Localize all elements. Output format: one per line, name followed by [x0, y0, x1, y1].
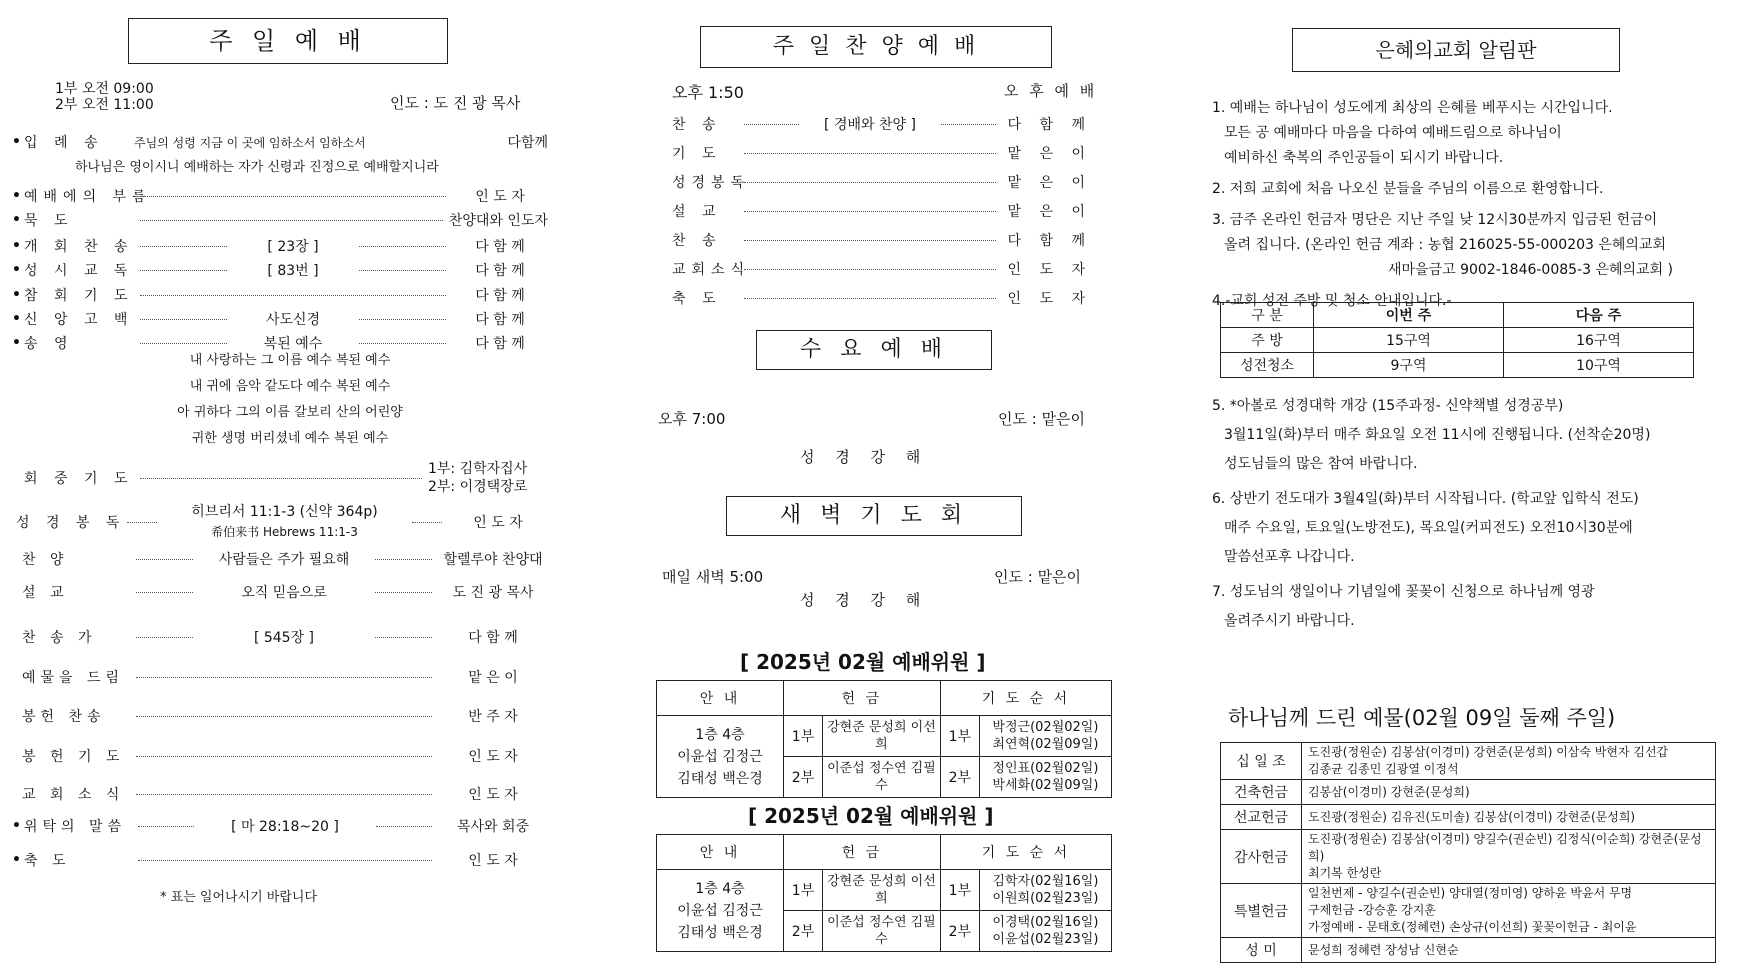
clean-table: [1220, 302, 1694, 378]
sunday-title: 주 일 예 배: [209, 27, 367, 55]
notice-line: 매주 수요일, 토요일(노방전도), 목요일(커피전도) 오전10시30분에: [1224, 520, 1633, 536]
table-row: [1221, 328, 1694, 353]
order-by: 다 함 께: [475, 263, 525, 279]
notice-list: [1212, 96, 1732, 320]
notice-line: 성도님들의 많은 참여 바랍니다.: [1224, 456, 1418, 472]
order-label: 신 앙 고 백: [24, 312, 134, 328]
offering-names: [1302, 884, 1716, 938]
offering-line: 도진광(정원순) 김봉삼(이경미) 강현준(문성희) 이삼숙 박현자 김선갑: [1308, 745, 1669, 759]
order-row: [22, 549, 548, 569]
sunday-reading-row: [16, 502, 548, 542]
sunday-footnote: * 표는 일어나시기 바랍니다: [160, 890, 318, 905]
hymn-line: 내 귀에 음악 같도다 예수 복된 예수: [189, 379, 391, 394]
offering-line: 구제헌금 -강승훈 강지훈: [1308, 903, 1436, 917]
praise-row: [672, 259, 1092, 279]
offering-line: 문성희 정혜련 장성남 신현순: [1308, 942, 1459, 957]
clean-table-header: [1221, 303, 1694, 328]
order-by: 찬양대와 인도자: [448, 213, 548, 229]
order-by: 인 도 자: [468, 749, 518, 765]
offering-label: 특별헌금: [1221, 884, 1302, 938]
dawn-leader: 인도 : 맡은이: [994, 568, 1082, 586]
notice-item: [1212, 208, 1732, 283]
order-row: [22, 784, 548, 804]
order-label: 찬 양: [22, 552, 69, 568]
table-row: [1221, 743, 1716, 780]
invocation-line2: 하나님은 영이시니 예배하는 자가 신령과 진정으로 예배할지니라: [75, 160, 439, 175]
committee2-title: [ 2025년 02월 예배위원 ]: [748, 804, 994, 828]
dot-leader: [744, 153, 996, 154]
offering-line: 일천번제 - 양길수(권순빈) 양대열(정미영) 양하윤 박윤서 무명: [1308, 886, 1633, 900]
committee1-table: [656, 680, 1112, 798]
dot-leader: [136, 716, 432, 717]
invocation-by: 다함께: [507, 135, 548, 151]
table-row: [1221, 830, 1716, 884]
prayer-by: [428, 460, 548, 496]
table-col-head: 헌 금: [784, 681, 941, 716]
notice-line: 3. 금주 온라인 헌금자 명단은 지난 주일 낮 12시30분까지 입금된 헌금이: [1212, 212, 1658, 228]
dawn-time: 매일 새벽 5:00: [662, 568, 764, 586]
order-by: 다 함 께: [475, 312, 525, 328]
table-row: [1221, 805, 1716, 830]
guide-cell: [657, 870, 784, 952]
dot-leader: [136, 756, 432, 757]
notice-item: [1212, 578, 1736, 636]
table-row: [1221, 780, 1716, 805]
prayer-part-cell: 1부: [940, 870, 979, 911]
praise-by: 다 함 께: [1007, 117, 1092, 133]
dot-leader: [376, 826, 432, 827]
prayer-line: 박정근(02월02일): [992, 720, 1099, 735]
dot-leader: [359, 270, 446, 271]
dot-leader: [136, 677, 432, 678]
prayer-by1: 1부: 김학자집사: [428, 461, 528, 477]
sunday-time1: 1부 오전 09:00: [55, 81, 154, 97]
sunday-time2: 2부 오전 11:00: [55, 97, 154, 113]
praise-by: 맡 은 이: [1007, 204, 1092, 220]
dot-leader: [359, 343, 446, 344]
notice-item: [1212, 485, 1736, 572]
dot-leader: [136, 559, 193, 560]
offering-line: 김봉삼(이경미) 강현준(문성희): [1308, 784, 1470, 799]
order-row: [22, 582, 548, 602]
order-row: [22, 627, 548, 647]
dot-leader: [138, 826, 194, 827]
praise-by: 다 함 께: [1007, 233, 1092, 249]
praise-by: 맡 은 이: [1007, 175, 1092, 191]
dot-leader: [140, 220, 443, 221]
clean-col-head: 구 분: [1221, 303, 1314, 328]
prayer-line: 박세화(02월09일): [992, 778, 1099, 793]
table-row: [1221, 938, 1716, 963]
order-by: 다 함 께: [475, 336, 525, 352]
order-by: 할렐루야 찬양대: [443, 552, 543, 568]
order-mid: 사람들은 주가 필요해: [218, 552, 350, 568]
table-row: [657, 870, 1112, 911]
order-label: 참 회 기 도: [24, 288, 134, 304]
notice-line: 말씀선포후 나갑니다.: [1224, 549, 1355, 565]
order-row: [12, 236, 548, 256]
praise-row: [672, 230, 1092, 250]
notice-line: 7. 성도님의 생일이나 기념일에 꽃꽂이 신청으로 하나님께 영광: [1212, 584, 1595, 600]
praise-label: 설 교: [672, 204, 722, 220]
table-col-head: 안 내: [657, 835, 784, 870]
praise-label: 축 도: [672, 291, 722, 307]
clean-cell: 9구역: [1314, 353, 1504, 378]
order-row: [12, 850, 548, 870]
notice-title: 은혜의교회 알림판: [1375, 38, 1537, 62]
table-col-head: 기 도 순 서: [940, 835, 1111, 870]
invocation-label: 입 례 송: [24, 135, 104, 151]
order-row: [12, 816, 548, 836]
bullet-icon: •: [12, 262, 21, 278]
wednesday-content: 성 경 강 해: [800, 448, 929, 466]
dot-leader: [744, 269, 996, 270]
bullet-icon: •: [12, 311, 21, 327]
order-mid: 오직 믿음으로: [241, 585, 327, 601]
clean-cell: 10구역: [1504, 353, 1694, 378]
dot-leader: [140, 295, 446, 296]
guide-line: 1층 4층: [695, 880, 745, 897]
order-label: 찬 송 가: [22, 630, 97, 646]
order-row: [22, 706, 548, 726]
dawn-content: 성 경 강 해: [800, 591, 929, 609]
sunday-invocation: • 입 례 송 주님의 성령 지금 이 곳에 임하소서 임하소서 다함께: [12, 134, 548, 151]
prayer-part-cell: 2부: [940, 757, 979, 798]
praise-kind: 오 후 예 배: [1004, 82, 1098, 100]
dot-leader: [744, 240, 996, 241]
dot-leader: [375, 592, 432, 593]
reading-by: 인 도 자: [473, 515, 523, 531]
order-label: 위탁의 말씀: [24, 819, 127, 835]
praise-by: 맡 은 이: [1007, 146, 1092, 162]
order-label: 봉 헌 기 도: [22, 749, 125, 765]
praise-by: 인 도 자: [1007, 262, 1092, 278]
praise-title: 주 일 찬 양 예 배: [772, 34, 980, 59]
hymn-line: 아 귀하다 그의 이름 갈보리 산의 어린양: [177, 405, 403, 420]
order-label: 묵 도: [24, 213, 74, 229]
prayer-part-cell: 1부: [940, 716, 979, 757]
dot-leader: [140, 343, 227, 344]
prayer-cell: [979, 911, 1111, 952]
praise-label: 교회소식: [672, 262, 751, 278]
notice-title-box: [1292, 28, 1620, 72]
order-mid: [ 마 28:18~20 ]: [231, 819, 339, 835]
notice-line: 6. 상반기 전도대가 3월4일(화)부터 시작됩니다. (학교앞 입학식 전도): [1212, 491, 1639, 507]
offering-label: 선교헌금: [1221, 805, 1302, 830]
dot-leader: [140, 270, 227, 271]
dot-leader: [744, 124, 799, 125]
order-by: 목사와 회중: [456, 819, 530, 835]
dot-leader: [140, 246, 227, 247]
dot-leader: [744, 211, 996, 212]
wednesday-leader: 인도 : 맡은이: [998, 410, 1086, 428]
offering-line: 도진광(정원순) 김유진(도미솔) 김봉삼(이경미) 강현준(문성희): [1308, 809, 1636, 824]
clean-cell: 16구역: [1504, 328, 1694, 353]
offering-names: [1302, 805, 1716, 830]
praise-label: 찬 송: [672, 233, 722, 249]
table-header: [657, 681, 1112, 716]
praise-row: [672, 201, 1092, 221]
bullet-icon: •: [12, 818, 21, 834]
prayer-cell: [979, 757, 1111, 798]
notice-line: 3월11일(화)부터 매주 화요일 오전 11시에 진행됩니다. (선착순20명): [1224, 427, 1651, 443]
praise-row: [672, 288, 1092, 308]
order-mid: [ 83번 ]: [267, 263, 319, 279]
offering-label: 십 일 조: [1221, 743, 1302, 780]
part-cell: 2부: [784, 911, 823, 952]
clean-cell: 15구역: [1314, 328, 1504, 353]
hymn-line: 내 사랑하는 그 이름 예수 복된 예수: [189, 353, 391, 368]
offering-names: [1302, 743, 1716, 780]
dot-leader: [359, 319, 446, 320]
guide-line: 이윤섭 김정근: [677, 902, 763, 919]
prayer-label: 회 중 기 도: [24, 471, 134, 487]
guide-line: 이윤섭 김정근: [677, 748, 763, 765]
offering-names: [1302, 938, 1716, 963]
committee2-table: [656, 834, 1112, 952]
praise-title-box: [700, 26, 1052, 68]
dot-leader: [744, 298, 996, 299]
wednesday-title-box: [756, 330, 992, 370]
order-label: 성 시 교 독: [24, 263, 134, 279]
dot-leader: [744, 182, 996, 183]
order-label: 송 영: [24, 336, 74, 352]
offering-line: 최기복 한성란: [1308, 866, 1382, 880]
offering-line: 김종균 김종민 김광열 이정석: [1308, 762, 1459, 776]
order-mid: [ 23장 ]: [267, 239, 319, 255]
dot-leader: [140, 319, 227, 320]
offerings-table: [1220, 742, 1716, 963]
bullet-icon: •: [12, 188, 21, 204]
table-row: [1221, 884, 1716, 938]
bullet-icon: •: [12, 335, 21, 351]
praise-row: [672, 172, 1092, 192]
order-mid: 사도신경: [265, 312, 321, 328]
wednesday-title: 수 요 예 배: [800, 337, 948, 362]
offering-line: 가정예배 - 문태호(정혜련) 손상규(이선희) 꽃꽂이헌금 - 최이윤: [1308, 920, 1637, 934]
sunday-title-box: [128, 18, 448, 64]
offering-label: 성 미: [1221, 938, 1302, 963]
order-by: 인 도 자: [468, 853, 518, 869]
sunday-hymn-lyrics: [130, 348, 450, 452]
praise-mid: [ 경배와 찬양 ]: [824, 117, 916, 133]
order-label: 개 회 찬 송: [24, 239, 134, 255]
table-col-head: 헌 금: [784, 835, 941, 870]
dot-leader: [138, 860, 432, 861]
notice-line: 새마을금고 9002-1846-0085-3 은혜의교회 ): [1388, 262, 1674, 278]
bullet-icon: •: [12, 287, 21, 303]
notice-item: [1212, 96, 1732, 171]
notice-line: 올려주시기 바랍니다.: [1224, 613, 1355, 629]
notice-item: [1212, 392, 1736, 479]
offering-cell: 강현준 문성희 이선희: [823, 870, 941, 911]
dot-leader: [941, 124, 996, 125]
dot-leader: [140, 196, 446, 197]
notice-list-2: [1212, 392, 1736, 642]
reading-label: 성 경 봉 독: [16, 515, 126, 531]
praise-row: [672, 143, 1092, 163]
prayer-line: 김학자(02월16일): [992, 874, 1099, 889]
offering-names: [1302, 780, 1716, 805]
order-mid: 복된 예수: [263, 336, 323, 352]
order-by: 다 함 께: [468, 630, 518, 646]
offering-names: [1302, 830, 1716, 884]
praise-label: 성경봉독: [672, 175, 751, 191]
dot-leader: [375, 559, 432, 560]
order-label: 교 회 소 식: [22, 787, 125, 803]
guide-line: 1층 4층: [695, 726, 745, 743]
clean-col-head: 이번 주: [1314, 303, 1504, 328]
table-col-head: 안 내: [657, 681, 784, 716]
order-by: 인 도 자: [475, 189, 525, 205]
order-by: 도 진 광 목사: [452, 585, 534, 601]
praise-row: [672, 114, 1092, 134]
dot-leader: [136, 592, 193, 593]
order-label: 설 교: [22, 585, 69, 601]
notice-line: 4.-교회 성전 주방 및 청소 안내입니다.-: [1212, 293, 1452, 309]
committee1-title: [ 2025년 02월 예배위원 ]: [740, 650, 986, 674]
order-label: 예배에의 부름: [24, 189, 152, 205]
hymn-line: 귀한 생명 버리셨네 예수 복된 예수: [191, 431, 389, 446]
prayer-line: 이윤섭(02월23일): [992, 932, 1099, 947]
guide-line: 김태성 백은경: [677, 770, 763, 787]
prayer-cell: [979, 870, 1111, 911]
sunday-prayer-row: [24, 460, 548, 496]
offering-cell: 강현준 문성희 이선희: [823, 716, 941, 757]
order-row: [22, 746, 548, 766]
order-row: [22, 667, 548, 687]
bullet-icon: •: [12, 238, 21, 254]
dot-leader: [375, 637, 432, 638]
order-row: [12, 309, 548, 329]
guide-line: 김태성 백은경: [677, 924, 763, 941]
dot-leader: [136, 794, 432, 795]
praise-time: 오후 1:50: [672, 83, 744, 102]
offering-line: 도진광(정원순) 김봉삼(이경미) 양길수(권순빈) 김정식(이순희) 강현준(문성희): [1308, 832, 1702, 863]
order-label: 봉헌 찬송: [22, 709, 106, 725]
notice-line: 5. *아볼로 성경대학 개강 (15주과정- 신약책별 성경공부): [1212, 398, 1564, 414]
dawn-title: 새 벽 기 도 회: [779, 503, 969, 528]
order-by: 다 함 께: [475, 239, 525, 255]
bullet-icon: •: [12, 852, 21, 868]
dawn-title-box: [726, 496, 1022, 536]
order-by: 인 도 자: [468, 787, 518, 803]
reading-ref: 히브리서 11:1-3 (신약 364p): [191, 504, 378, 520]
notice-line: 2. 저희 교회에 처음 나오신 분들을 주님의 이름으로 환영합니다.: [1212, 181, 1604, 197]
clean-cell: 주 방: [1221, 328, 1314, 353]
praise-label: 찬 송: [672, 117, 722, 133]
prayer-line: 이원희(02월23일): [992, 891, 1099, 906]
notice-line: 모든 공 예배마다 마음을 다하여 예배드림으로 하나님이: [1224, 125, 1562, 141]
notice-line: 올려 집니다. (온라인 헌금 계좌 : 농협 216025-55-000203 은혜의교회: [1224, 237, 1666, 253]
table-row: [657, 716, 1112, 757]
order-by: 반 주 자: [468, 709, 518, 725]
offerings-title: 하나님께 드린 예물(02월 09일 둘째 주일): [1228, 706, 1616, 730]
wednesday-time: 오후 7:00: [658, 410, 726, 428]
order-row: [12, 285, 548, 305]
reading-ref-cn: 希伯来书 Hebrews 11:1-3: [211, 525, 358, 539]
offering-label: 건축헌금: [1221, 780, 1302, 805]
guide-cell: [657, 716, 784, 798]
notice-line: 예비하신 축복의 주인공들이 되시기 바랍니다.: [1224, 150, 1504, 166]
clean-cell: 성전청소: [1221, 353, 1314, 378]
table-header: [657, 835, 1112, 870]
offering-cell: 이준섭 정수연 김필수: [823, 911, 941, 952]
order-mid: [ 545장 ]: [253, 630, 315, 646]
prayer-line: 최연혁(02월09일): [992, 737, 1099, 752]
prayer-line: 정인표(02월02일): [992, 761, 1099, 776]
notice-line: 1. 예배는 하나님이 성도에게 최상의 은혜를 베푸시는 시간입니다.: [1212, 100, 1613, 116]
order-label: 축 도: [24, 853, 71, 869]
order-row: [12, 260, 548, 280]
offering-cell: 이준섭 정수연 김필수: [823, 757, 941, 798]
table-row: [1221, 353, 1694, 378]
part-cell: 1부: [784, 716, 823, 757]
reading-mid: [163, 502, 406, 542]
offering-label: 감사헌금: [1221, 830, 1302, 884]
sunday-leader: 인도 : 도 진 광 목사: [390, 94, 521, 112]
prayer-part-cell: 2부: [940, 911, 979, 952]
prayer-cell: [979, 716, 1111, 757]
order-label: 예물을 드림: [22, 670, 125, 686]
bullet-icon: •: [12, 212, 21, 228]
order-by: 다 함 께: [475, 288, 525, 304]
notice-item: [1212, 177, 1732, 202]
table-col-head: 기 도 순 서: [940, 681, 1111, 716]
order-row: [12, 210, 548, 230]
clean-col-head: 다음 주: [1504, 303, 1694, 328]
prayer-line: 이경택(02월16일): [992, 915, 1099, 930]
part-cell: 1부: [784, 870, 823, 911]
part-cell: 2부: [784, 757, 823, 798]
praise-by: 인 도 자: [1007, 291, 1092, 307]
dot-leader: [359, 246, 446, 247]
dot-leader: [136, 637, 193, 638]
invocation-text: 주님의 성령 지금 이 곳에 임하소서 임하소서: [134, 135, 366, 150]
order-row: [12, 186, 548, 206]
prayer-by2: 2부: 이경택장로: [428, 479, 528, 495]
praise-label: 기 도: [672, 146, 722, 162]
order-by: 맡 은 이: [468, 670, 518, 686]
